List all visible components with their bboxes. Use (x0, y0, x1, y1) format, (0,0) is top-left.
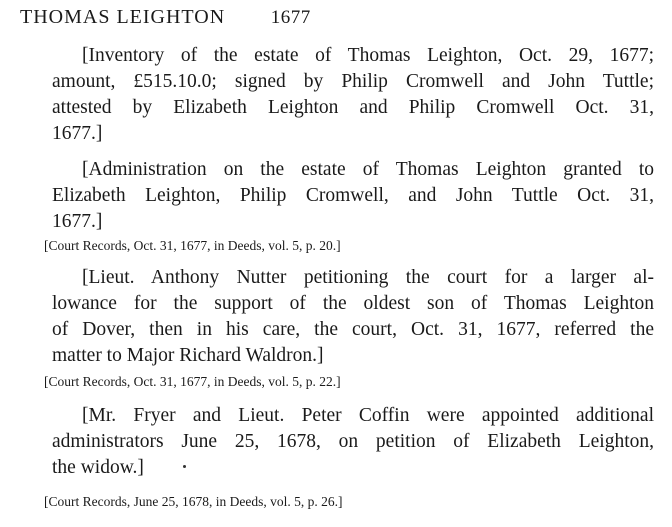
entry-line: attested by Elizabeth Leighton and Philip Cromwell Oct. 31, (52, 97, 654, 118)
heading-year: 1677 (270, 7, 311, 28)
entry-reference: [Court Records, Oct. 31, 1677, in Deeds, vol. 5, p. 20.] (44, 238, 341, 253)
entry-petition (20, 265, 654, 369)
entry-administration (20, 157, 654, 235)
entry-line: [Mr. Fryer and Lieut. Peter Coffin were appointed additional (82, 405, 654, 426)
entry-line: [Administration on the estate of Thomas Leighton granted to (82, 159, 654, 180)
entry-inventory (20, 43, 654, 147)
entry-line: [Lieut. Anthony Nutter petitioning the court for a larger al- (82, 267, 654, 288)
entry-line: lowance for the support of the oldest son of Thomas Leighton (52, 293, 654, 314)
entry-reference: [Court Records, Oct. 31, 1677, in Deeds, vol. 5, p. 22.] (44, 374, 341, 389)
entry-line: 1677.] (52, 211, 103, 232)
entry-line: matter to Major Richard Waldron.] (52, 345, 324, 366)
entry-reference: [Court Records, June 25, 1678, in Deeds, vol. 5, p. 26.] (44, 494, 343, 509)
entry-line: amount, £515.10.0; signed by Philip Cromwell and John Tuttle; (52, 71, 654, 92)
entry-line: Elizabeth Leighton, Philip Cromwell, and John Tuttle Oct. 31, (52, 185, 654, 206)
print-speck (183, 465, 186, 468)
entry-line: the widow.] (52, 457, 144, 478)
page-heading (20, 6, 311, 29)
entry-line: administrators June 25, 1678, on petition of Elizabeth Leighton, (52, 431, 654, 452)
heading-name: THOMAS LEIGHTON (20, 6, 226, 28)
entry-line: [Inventory of the estate of Thomas Leighton, Oct. 29, 1677; (82, 45, 654, 66)
entry-line: 1677.] (52, 123, 103, 144)
entry-appointment (20, 403, 654, 481)
entry-line: of Dover, then in his care, the court, Oct. 31, 1677, referred the (52, 319, 654, 340)
